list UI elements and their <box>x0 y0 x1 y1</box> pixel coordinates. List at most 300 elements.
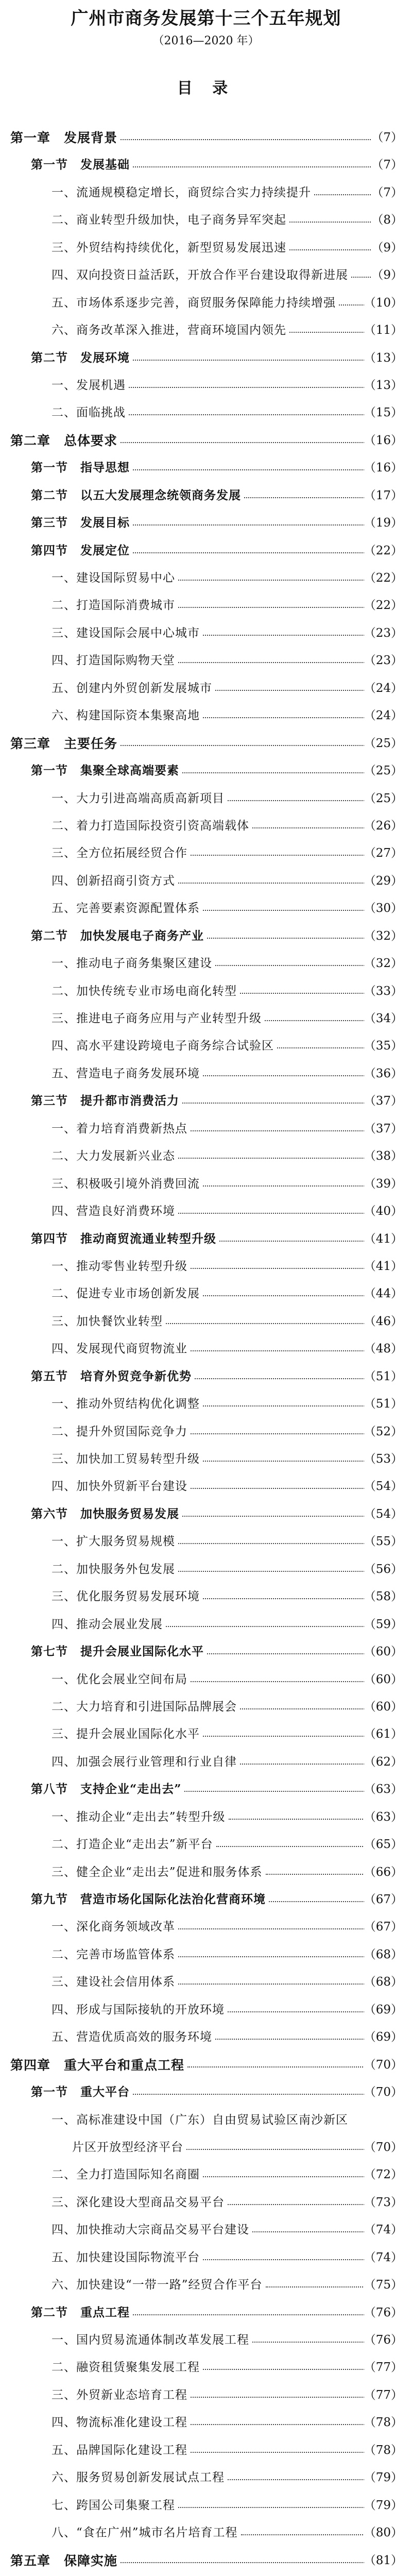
toc-entry-item <box>0 179 412 206</box>
toc-entry-text: 四、创新招商引资方式 <box>52 871 175 888</box>
toc-page-number: （67） <box>364 1917 403 1934</box>
toc-dot-leader <box>133 166 371 167</box>
toc-entry-chapter <box>0 124 412 151</box>
toc-dot-leader <box>228 2479 371 2480</box>
toc-entry-text: 四、打造国际购物天堂 <box>52 651 175 668</box>
toc-dot-leader <box>240 1764 371 1765</box>
toc-entry-text: 第三节 发展目标 <box>31 513 130 530</box>
toc-entry-item <box>0 812 412 839</box>
toc-page-number: （54） <box>364 1477 403 1494</box>
toc-page-number: （51） <box>364 1394 403 1411</box>
toc-entry-text: 三、全方位拓展经贸合作 <box>52 843 187 860</box>
toc-dot-leader <box>178 1928 371 1929</box>
toc-entry-text: 四、发展现代商贸物流业 <box>52 1339 187 1356</box>
toc-entry-section <box>0 2574 412 2576</box>
toc-dot-leader <box>215 965 371 966</box>
toc-entry-text: 三、建设国际会展中心城市 <box>52 623 200 640</box>
toc-heading: 目 录 <box>177 79 235 97</box>
toc-entry-text: 六、构建国际资本集聚高地 <box>52 706 200 723</box>
toc-entry-text: 五、完善要素资源配置体系 <box>52 899 200 916</box>
toc-page-number: （60） <box>364 1670 403 1687</box>
toc-page-number: （17） <box>364 486 403 503</box>
toc-entry-section <box>0 2299 412 2326</box>
toc-page-number: （70） <box>364 2082 403 2099</box>
toc-entry-text: 二、大力培育和引进国际品牌展会 <box>52 1697 237 1714</box>
toc-entry-item <box>0 2464 412 2491</box>
toc-dot-leader <box>228 2011 371 2012</box>
toc-entry-text: 一、建设国际贸易中心 <box>52 568 175 585</box>
toc-entry-text: 三、健全企业“走出去”促进和服务体系 <box>52 1862 263 1879</box>
toc-dot-leader <box>289 332 371 333</box>
toc-entry-text: 六、服务贸易创新发展试点工程 <box>52 2468 225 2485</box>
toc-dot-leader <box>215 2039 371 2040</box>
toc-page-number: （34） <box>364 1009 403 1026</box>
toc-dot-leader <box>195 1378 371 1379</box>
toc-entry-text: 二、大力发展新兴业态 <box>52 1146 175 1163</box>
toc-dot-leader <box>265 1020 371 1021</box>
toc-entry-item <box>0 1528 412 1555</box>
toc-page-number: （70） <box>364 2138 403 2155</box>
toc-dot-leader <box>187 2066 371 2067</box>
toc-dot-leader <box>191 1350 371 1351</box>
toc-page-number: （52） <box>364 1422 403 1439</box>
toc-dot-leader <box>203 635 371 636</box>
toc-entry-item <box>0 1693 412 1720</box>
toc-entry-item <box>0 2023 412 2050</box>
toc-entry-item <box>0 2381 412 2409</box>
toc-dot-leader <box>203 910 371 911</box>
toc-dot-leader <box>166 1626 371 1627</box>
toc-entry-item <box>0 839 412 867</box>
toc-page-number: （76） <box>364 2303 403 2320</box>
toc-entry-item <box>0 1197 412 1225</box>
toc-dot-leader <box>240 1708 371 1709</box>
toc-page-number: （63） <box>364 1780 403 1797</box>
toc-entry-item <box>0 2244 412 2271</box>
toc-page-number: （66） <box>364 1862 403 1879</box>
toc-page-number: （36） <box>364 1064 403 1081</box>
toc-page-number: （46） <box>364 1312 403 1329</box>
toc-page-number: （38） <box>364 1146 403 1163</box>
toc-dot-leader <box>191 1681 371 1682</box>
toc-dot-leader <box>203 1295 371 1296</box>
toc-page-number: （59） <box>364 1615 403 1632</box>
toc-dot-leader <box>133 552 371 553</box>
toc-entry-section <box>0 922 412 950</box>
toc-entry-text: 五、市场体系逐步完善，商贸服务保障能力持续增强 <box>52 293 336 310</box>
toc-dot-leader <box>269 1901 371 1902</box>
toc-page-number: （73） <box>364 2193 403 2210</box>
toc-page-number: （62） <box>364 1752 403 1769</box>
toc-dot-leader <box>203 2176 371 2177</box>
toc-page-number: （23） <box>364 651 403 668</box>
toc-entry-text: 第九节 营造市场化国际化法治化营商环境 <box>31 1890 266 1907</box>
toc-entry-item <box>0 894 412 922</box>
toc-entry-text: 一、大力引进高端高质高新项目 <box>52 789 225 806</box>
toc-entry-section <box>0 454 412 481</box>
toc-entry-item <box>0 564 412 591</box>
toc-entry-text: 第二节 加快发展电子商务产业 <box>31 926 204 943</box>
toc-entry-item <box>0 1913 412 1940</box>
toc-dot-leader <box>133 360 371 361</box>
toc-page-number: （23） <box>364 623 403 640</box>
toc-page-number: （41） <box>364 1257 403 1274</box>
toc-dot-leader <box>121 745 371 746</box>
toc-page-number: （79） <box>364 2468 403 2485</box>
toc-dot-leader <box>182 772 371 773</box>
document-subtitle: （2016—2020 年） <box>152 35 260 47</box>
toc-page-number: （51） <box>364 1367 403 1384</box>
toc-entry-item <box>0 867 412 894</box>
toc-page-number: （81） <box>364 2551 403 2568</box>
toc-page-number: （15） <box>364 403 403 420</box>
toc-entry-text: 二、打造企业“走出去”新平台 <box>52 1835 213 1852</box>
toc-dot-leader <box>129 387 371 388</box>
toc-dot-leader <box>166 1323 371 1324</box>
toc-entry-text: 第四节 推动商贸流通业转型升级 <box>31 1229 216 1246</box>
toc-entry-item <box>0 619 412 647</box>
toc-page-number: （16） <box>364 431 403 448</box>
toc-page-number: （61） <box>364 1724 403 1741</box>
toc-dot-leader <box>178 1571 371 1572</box>
toc-entry-section <box>0 1775 412 1803</box>
toc-dot-leader <box>203 1736 371 1737</box>
toc-entry-item <box>0 591 412 619</box>
toc-entry-item <box>0 1060 412 1087</box>
toc-page-number: （24） <box>364 706 403 723</box>
toc-page-number: （29） <box>364 871 403 888</box>
toc-page-number: （68） <box>364 1945 403 1962</box>
toc-entry-text: 一、扩大服务贸易规模 <box>52 1532 175 1549</box>
toc-entry-item <box>0 647 412 674</box>
document-title: 广州市商务发展第十三个五年规划 <box>71 8 341 29</box>
toc-entry-item <box>0 1418 412 1445</box>
toc-page-number: （26） <box>364 816 403 833</box>
toc-page-number: （25） <box>364 789 403 806</box>
toc-dot-leader <box>178 2507 371 2508</box>
table-of-contents <box>0 124 412 2576</box>
toc-entry-text: 四、形成与国际接轨的开放环境 <box>52 2000 225 2017</box>
toc-page-number: （76） <box>364 2330 403 2347</box>
toc-entry-text: 三、建设社会信用体系 <box>52 1972 175 1989</box>
toc-entry-text: 三、深化建设大型商品交易平台 <box>52 2193 225 2210</box>
toc-page-number: （13） <box>364 376 403 393</box>
toc-dot-leader <box>191 2397 371 2398</box>
toc-dot-leader <box>178 662 371 663</box>
toc-entry-item <box>0 1996 412 2023</box>
toc-page-number: （54） <box>364 1504 403 1521</box>
toc-entry-item <box>0 1666 412 1693</box>
toc-page-number: （16） <box>364 458 403 475</box>
toc-dot-leader <box>351 277 371 278</box>
toc-page-number: （65） <box>364 1835 403 1852</box>
toc-entry-text: 第七节 提升会展业国际化水平 <box>31 1642 204 1659</box>
toc-dot-leader <box>178 1984 371 1985</box>
toc-entry-item <box>0 316 412 344</box>
toc-page-number: （69） <box>364 2027 403 2044</box>
toc-entry-item <box>0 1720 412 1748</box>
toc-dot-leader <box>314 194 371 195</box>
toc-entry-item <box>0 1390 412 1417</box>
toc-dot-leader <box>203 1185 371 1187</box>
toc-entry-item <box>0 1280 412 1307</box>
toc-entry-text: 二、商业转型升级加快，电子商务异军突起 <box>52 210 286 227</box>
toc-dot-leader <box>240 993 371 994</box>
toc-entry-item <box>0 1335 412 1362</box>
toc-dot-leader <box>191 1268 371 1269</box>
toc-dot-leader <box>244 497 371 498</box>
toc-entry-section <box>0 1087 412 1114</box>
toc-entry-item <box>0 1445 412 1472</box>
toc-entry-item <box>0 2353 412 2381</box>
toc-entry-section <box>0 1363 412 1390</box>
toc-dot-leader <box>216 1846 371 1847</box>
toc-entry-item <box>0 1748 412 1775</box>
toc-entry-item <box>0 1142 412 1170</box>
toc-entry-text: 四、加快推动大宗商品交易平台建设 <box>52 2220 249 2237</box>
toc-entry-text: 第四章 重大平台和重点工程 <box>10 2055 184 2074</box>
toc-dot-leader <box>178 1213 371 1214</box>
toc-dot-leader <box>133 469 371 470</box>
toc-dot-leader <box>191 1488 371 1489</box>
toc-entry-text: 四、推动会展业发展 <box>52 1615 163 1632</box>
toc-entry-text: 四、双向投资日益活跃，开放合作平台建设取得新进展 <box>52 265 348 282</box>
toc-entry-item <box>0 2161 412 2188</box>
toc-dot-leader <box>133 524 371 526</box>
toc-dot-leader <box>219 1241 371 1242</box>
toc-entry-item <box>0 2409 412 2436</box>
toc-entry-item <box>0 1831 412 1858</box>
toc-entry-text: 一、优化会展业空间布局 <box>52 1670 187 1687</box>
toc-entry-text: 五、营造电子商务发展环境 <box>52 1064 200 1081</box>
toc-entry-item <box>0 785 412 812</box>
toc-dot-leader <box>203 717 371 718</box>
toc-page-number: （80） <box>364 2523 403 2540</box>
toc-page-number: （32） <box>364 954 403 971</box>
toc-entry-text: 第五章 保障实施 <box>10 2551 117 2569</box>
toc-entry-text: 五、营造优质高效的服务环境 <box>52 2027 212 2044</box>
toc-entry-text: 二、促进专业市场创新发展 <box>52 1284 200 1301</box>
toc-dot-leader <box>191 2452 371 2453</box>
toc-entry-text: 四、物流标准化建设工程 <box>52 2413 187 2430</box>
toc-dot-leader <box>178 607 371 608</box>
toc-page-number: （11） <box>364 320 403 337</box>
toc-dot-leader <box>178 1158 371 1159</box>
toc-entry-text: 三、提升会展业国际化水平 <box>52 1724 200 1741</box>
toc-entry-item <box>0 1555 412 1583</box>
toc-entry-item <box>0 1472 412 1500</box>
toc-page-number: （74） <box>364 2220 403 2237</box>
toc-entry-item <box>0 2189 412 2216</box>
toc-entry-text: 第一节 集聚全球高端要素 <box>31 761 179 778</box>
toc-entry-section <box>0 1638 412 1665</box>
toc-entry-item <box>0 2216 412 2243</box>
toc-page-number: （7） <box>371 128 403 145</box>
toc-entry-text: 第二章 总体要求 <box>10 431 117 449</box>
toc-entry-text: 三、推进电子商务应用与产业转型升级 <box>52 1009 262 1026</box>
toc-dot-leader <box>121 442 371 443</box>
toc-page-number: （44） <box>364 1284 403 1301</box>
toc-dot-leader <box>229 1819 371 1820</box>
toc-entry-text: 四、营造良好消费环境 <box>52 1201 175 1218</box>
toc-entry-text: 二、面临挑战 <box>52 403 126 420</box>
toc-entry-item <box>0 1115 412 1142</box>
toc-entry-section <box>0 151 412 178</box>
toc-entry-text: 四、加强会展行业管理和行业自律 <box>52 1752 237 1769</box>
toc-entry-text: 第二节 以五大发展理念统领商务发展 <box>31 486 241 503</box>
toc-entry-item <box>0 1308 412 1335</box>
toc-dot-leader <box>133 2314 371 2315</box>
toc-dot-leader <box>228 800 371 801</box>
toc-entry-text: 片区开放型经济平台 <box>72 2138 183 2155</box>
toc-entry-item <box>0 1252 412 1280</box>
toc-entry-text: 七、跨国公司集聚工程 <box>52 2496 175 2513</box>
toc-page-number: （25） <box>364 734 403 751</box>
toc-dot-leader <box>277 1047 371 1048</box>
toc-page-number: （72） <box>364 2165 403 2182</box>
toc-dot-leader <box>203 1598 371 1599</box>
toc-page-number: （25） <box>364 761 403 778</box>
toc-page-number: （78） <box>364 2441 403 2458</box>
toc-page-number: （74） <box>364 2248 403 2265</box>
toc-dot-leader <box>215 690 371 691</box>
toc-page-number: （39） <box>364 1174 403 1191</box>
toc-entry-section <box>0 1225 412 1252</box>
toc-dot-leader <box>178 580 371 581</box>
toc-page-number: （53） <box>364 1449 403 1466</box>
toc-entry-text: 第一节 指导思想 <box>31 458 130 475</box>
toc-page-number: （9） <box>371 238 403 255</box>
toc-entry-chapter <box>0 427 412 454</box>
toc-entry-text: 四、高水平建设跨境电子商务综合试验区 <box>52 1036 274 1053</box>
toc-entry-item <box>0 1032 412 1059</box>
toc-entry-text: 六、加快建设“一带一路”经贸合作平台 <box>52 2275 263 2292</box>
toc-dot-leader <box>207 938 371 939</box>
toc-entry-text: 五、品牌国际化建设工程 <box>52 2441 187 2458</box>
toc-page-number: （40） <box>364 1201 403 1218</box>
toc-page-number: （77） <box>364 2358 403 2375</box>
toc-dot-leader <box>203 2259 371 2260</box>
toc-entry-text: 二、着力打造国际投资引资高端载体 <box>52 816 249 833</box>
toc-dot-leader <box>184 1791 371 1792</box>
toc-page-number: （70） <box>364 2055 403 2072</box>
toc-entry-text: 四、加快外贸新平台建设 <box>52 1477 187 1494</box>
toc-entry-section <box>0 509 412 536</box>
toc-entry-text: 一、推动企业“走出去”转型升级 <box>52 1807 226 1824</box>
toc-dot-leader <box>289 249 371 250</box>
toc-dot-leader <box>241 2534 371 2535</box>
toc-dot-leader <box>121 139 371 140</box>
toc-page-number: （22） <box>364 568 403 585</box>
toc-entry-text: 第三节 提升都市消费活力 <box>31 1091 179 1108</box>
toc-dot-leader <box>182 1516 371 1517</box>
toc-page-number: （68） <box>364 1972 403 1989</box>
toc-page-number: （60） <box>364 1697 403 1714</box>
toc-entry-text: 第三章 主要任务 <box>10 734 117 752</box>
toc-entry-text: 第四节 发展定位 <box>31 541 130 558</box>
toc-entry-item <box>0 1968 412 1995</box>
toc-entry-text: 五、加快建设国际物流平台 <box>52 2248 200 2265</box>
toc-page-number: （67） <box>364 1890 403 1907</box>
toc-page-number: （19） <box>364 513 403 530</box>
toc-page-number: （7） <box>371 155 403 172</box>
toc-page-number: （32） <box>364 926 403 943</box>
toc-dot-leader <box>207 1653 371 1654</box>
toc-dot-leader <box>203 2369 371 2370</box>
toc-entry-cont <box>0 2133 412 2161</box>
toc-dot-leader <box>133 2094 371 2095</box>
toc-page-number: （79） <box>364 2496 403 2513</box>
toc-page-number: （77） <box>364 2385 403 2402</box>
toc-page-number: （8） <box>371 210 403 227</box>
toc-entry-text: 一、发展机遇 <box>52 376 126 393</box>
toc-page-number: （7） <box>371 183 403 200</box>
toc-entry-item <box>0 289 412 316</box>
toc-entry-text: 六、商务改革深入推进，营商环境国内领先 <box>52 320 286 337</box>
toc-entry-item <box>0 234 412 261</box>
toc-page-number: （75） <box>364 2275 403 2292</box>
toc-entry-item <box>0 371 412 399</box>
toc-dot-leader <box>203 1405 371 1406</box>
toc-page-number: （13） <box>364 348 403 365</box>
toc-entry-item <box>0 1583 412 1610</box>
toc-entry-text: 一、流通规模稳定增长，商贸综合实力持续提升 <box>52 183 311 200</box>
toc-entry-text: 一、推动零售业转型升级 <box>52 1257 187 1274</box>
toc-dot-leader <box>178 1543 371 1544</box>
toc-entry-text: 二、全力打造国际知名商圈 <box>52 2165 200 2182</box>
toc-entry-item <box>0 1858 412 1886</box>
toc-page-number: （69） <box>364 2000 403 2017</box>
toc-entry-text: 三、加快餐饮业转型 <box>52 1312 163 1329</box>
toc-entry-section <box>0 1500 412 1528</box>
toc-entry-section <box>0 537 412 564</box>
toc-entry-chapter <box>0 2547 412 2574</box>
toc-entry-text: 二、提升外贸国际竞争力 <box>52 1422 187 1439</box>
toc-entry-item <box>0 702 412 729</box>
toc-dot-leader <box>186 2149 371 2150</box>
toc-entry-item <box>0 1170 412 1197</box>
toc-entry-text: 二、加快服务外包发展 <box>52 1560 175 1577</box>
toc-entry-text: 八、“食在广州”城市名片培育工程 <box>52 2523 238 2540</box>
toc-page-number: （33） <box>364 981 403 998</box>
toc-page-number: （27） <box>364 843 403 860</box>
toc-entry-text: 三、加快加工贸易转型升级 <box>52 1449 200 1466</box>
toc-entry-item <box>0 2492 412 2519</box>
toc-entry-text: 一、推动电子商务集聚区建设 <box>52 954 212 971</box>
toc-entry-text: 三、外贸新业态培育工程 <box>52 2385 187 2402</box>
toc-entry-text: 二、打造国际消费城市 <box>52 596 175 613</box>
toc-page-number: （41） <box>364 1229 403 1246</box>
toc-entry-item <box>0 2436 412 2464</box>
toc-entry-chapter <box>0 730 412 757</box>
toc-entry-item <box>0 1803 412 1831</box>
toc-dot-leader <box>252 2231 371 2232</box>
toc-entry-item <box>0 1005 412 1032</box>
toc-entry-text: 一、国内贸易流通体制改革发展工程 <box>52 2330 249 2347</box>
toc-page-number: （10） <box>364 293 403 310</box>
toc-entry-text: 第六节 加快服务贸易发展 <box>31 1504 179 1521</box>
toc-entry-text: 二、加快传统专业市场电商化转型 <box>52 981 237 998</box>
toc-entry-section <box>0 482 412 509</box>
toc-entry-text: 一、着力培育消费新热点 <box>52 1119 187 1136</box>
toc-page-number: （35） <box>364 1036 403 1053</box>
toc-dot-leader <box>191 1130 371 1131</box>
toc-entry-item <box>0 2519 412 2546</box>
toc-dot-leader <box>191 855 371 856</box>
toc-dot-leader <box>191 1433 371 1434</box>
toc-page-number: （60） <box>364 1642 403 1659</box>
toc-dot-leader <box>289 222 371 223</box>
